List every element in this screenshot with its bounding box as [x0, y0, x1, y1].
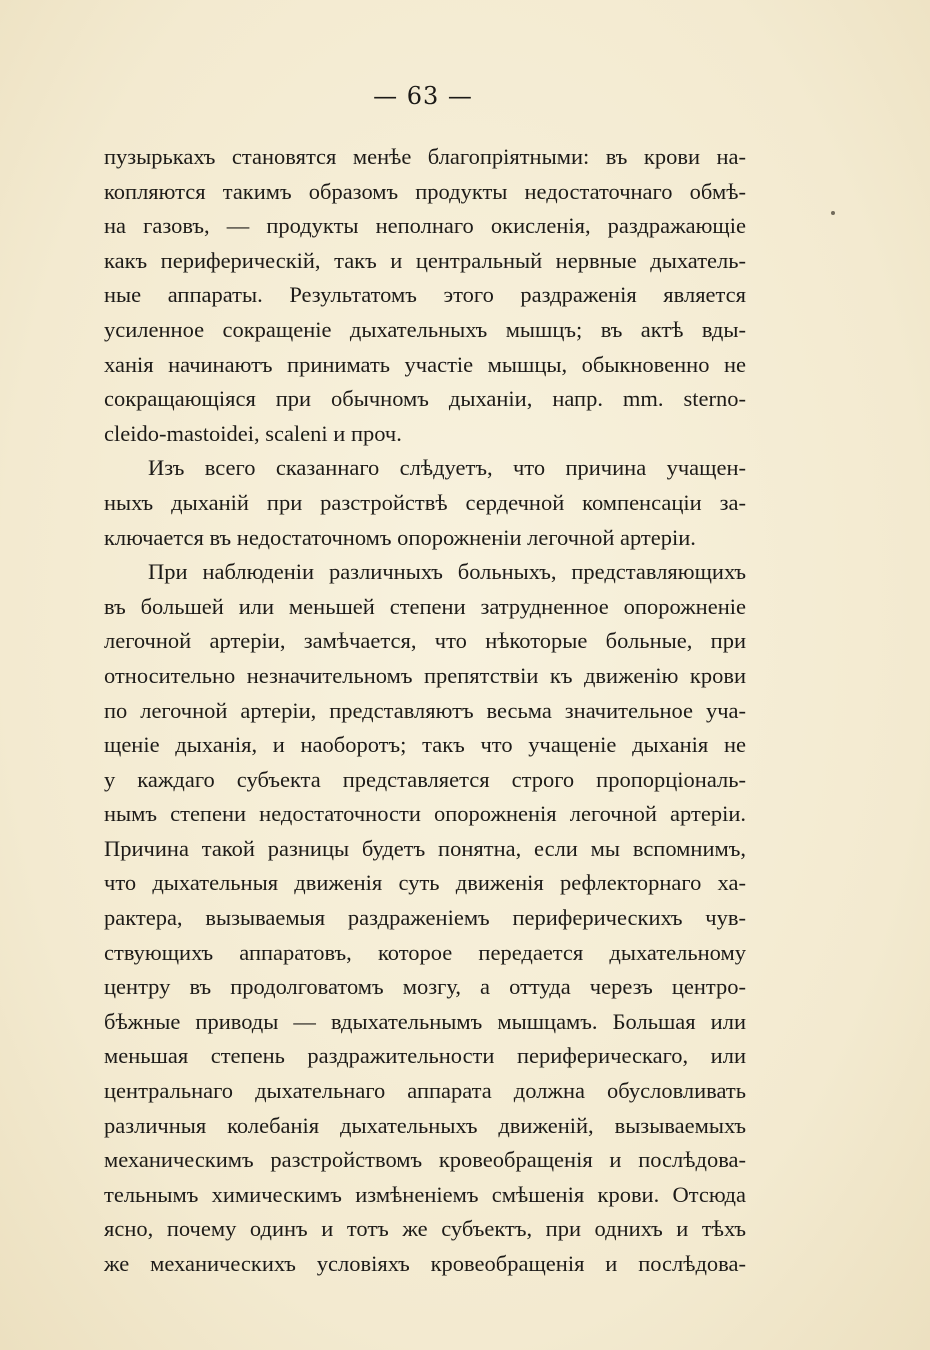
text-line: ные аппараты. Результатомъ этого раздраженія является: [104, 282, 746, 308]
text-line: рактера, вызываемыя раздраженіемъ периферическихъ чув-: [104, 905, 746, 931]
page-number: — 63 —: [373, 82, 473, 110]
text-line: ключается въ недостаточномъ опорожненіи легочной артеріи.: [104, 524, 696, 550]
text-line: различныя колебанія дыхательныхъ движеній, вызываемыхъ: [104, 1112, 746, 1138]
text-line: на газовъ, — продукты неполнаго окисленія, раздражающіе: [104, 213, 746, 239]
text-line: Изъ всего сказаннаго слѣдуетъ, что причина учащен-: [148, 455, 746, 481]
text-line: легочной артеріи, замѣчается, что нѣкоторые больные, при: [104, 628, 746, 654]
text-line: центральнаго дыхательнаго аппарата должна обусловливать: [104, 1078, 746, 1104]
text-line: же механическихъ условіяхъ кровеобращенія и послѣдова-: [104, 1251, 746, 1276]
paper-speck: [831, 211, 835, 215]
paragraph: [104, 555, 746, 1281]
text-line: въ большей или меньшей степени затрудненное опорожненіе: [104, 593, 746, 619]
text-line: что дыхательныя движенія суть движенія рефлекторнаго ха-: [104, 870, 746, 896]
text-line: ясно, почему одинъ и тотъ же субъектъ, при однихъ и тѣхъ: [104, 1216, 746, 1242]
text-line: пузырькахъ становятся менѣе благопріятными: въ крови на-: [104, 144, 746, 169]
text-line: копляются такимъ образомъ продукты недостаточнаго обмѣ-: [104, 178, 746, 204]
text-line: При наблюденіи различныхъ больныхъ, представляющихъ: [148, 559, 746, 585]
paragraph: [104, 140, 746, 451]
text-line: меньшая степень раздражительности периферическаго, или: [104, 1043, 746, 1069]
text-line: бѣжные приводы — вдыхательнымъ мышцамъ. Большая или: [104, 1008, 746, 1034]
text-line: усиленное сокращеніе дыхательныхъ мышцъ; въ актѣ вды-: [104, 316, 746, 342]
paragraph: [104, 451, 746, 555]
text-line: тельнымъ химическимъ измѣненіемъ смѣшенія крови. Отсюда: [104, 1181, 746, 1207]
text-line: механическимъ разстройствомъ кровеобращенія и послѣдова-: [104, 1147, 746, 1173]
text-line: по легочной артеріи, представляютъ весьма значительное уча-: [104, 697, 746, 723]
text-line: ныхъ дыханій при разстройствѣ сердечной компенсаціи за-: [104, 489, 746, 515]
body-text: [104, 140, 746, 1282]
text-line: центру въ продолговатомъ мозгу, а оттуда черезъ центро-: [104, 974, 746, 1000]
text-line: ствующихъ аппаратовъ, которое передается дыхательному: [104, 939, 746, 965]
text-line: какъ периферическій, такъ и центральный нервные дыхатель-: [104, 247, 746, 273]
text-line: относительно незначительномъ препятствіи къ движенію крови: [104, 662, 746, 688]
text-line: нымъ степени недостаточности опорожненія легочной артеріи.: [104, 801, 746, 827]
text-line: у каждаго субъекта представляется строго пропорціональ-: [104, 766, 746, 792]
text-line: сокращающіяся при обычномъ дыханіи, напр. mm. sterno-: [104, 386, 746, 412]
text-line: cleido-mastoidei, scaleni и проч.: [104, 420, 402, 446]
text-line: щеніе дыханія, и наоборотъ; такъ что учащеніе дыханія не: [104, 732, 746, 758]
text-line: ханія начинаютъ принимать участіе мышцы, обыкновенно не: [104, 351, 746, 377]
text-line: Причина такой разницы будетъ понятна, если мы вспомнимъ,: [104, 835, 746, 861]
